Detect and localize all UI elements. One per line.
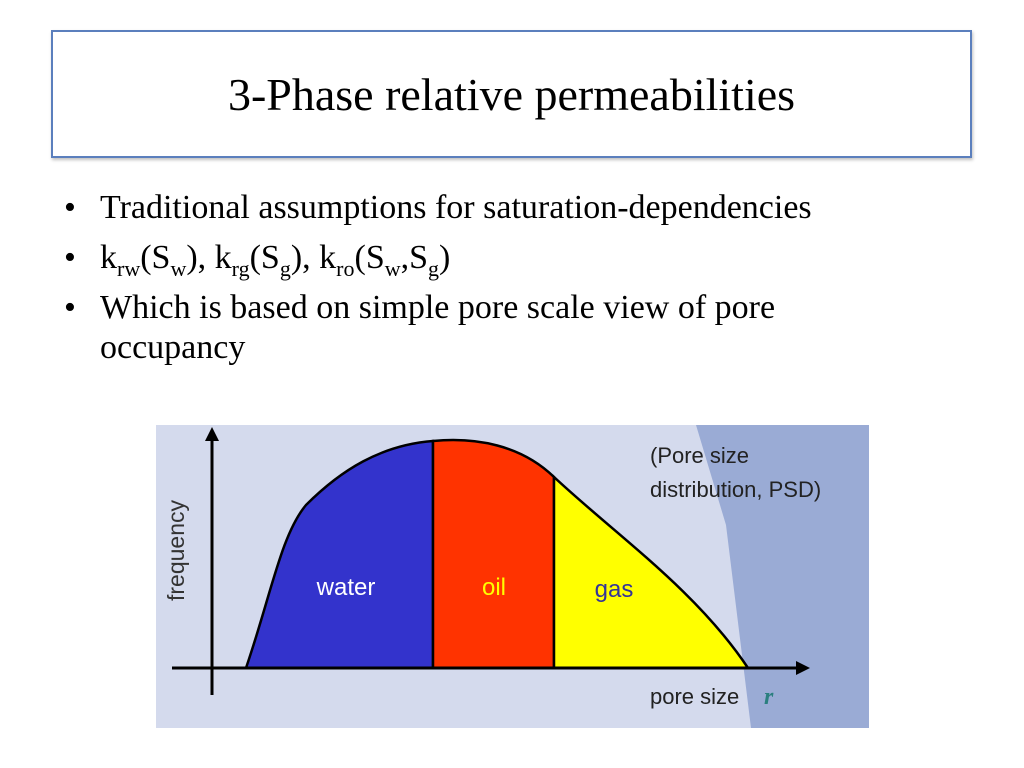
bullet-dot: • <box>64 289 76 326</box>
y-axis-label: frequency <box>163 499 189 601</box>
x-axis-symbol: r <box>764 684 774 710</box>
bullet-dot: • <box>64 239 76 276</box>
k-rw-symbol: k <box>100 239 117 276</box>
k-rw-subscript: rw <box>117 256 141 281</box>
water-label: water <box>316 574 376 601</box>
oil-region <box>433 440 554 668</box>
slide-title: 3-Phase relative permeabilities <box>227 68 796 120</box>
sw-subscript: w <box>384 256 401 281</box>
paren-close: ), <box>290 239 320 276</box>
bullet-item-1 <box>64 188 964 228</box>
comma-s: ,S <box>400 239 429 276</box>
psd-label-line1: (Pore size <box>650 443 750 468</box>
sg-subscript: g <box>428 256 440 281</box>
sw-subscript: w <box>170 256 187 281</box>
psd-figure <box>156 425 869 728</box>
paren-open: (S <box>249 239 280 276</box>
bullet-text-line2: occupancy <box>100 329 246 366</box>
bullet-text: Traditional assumptions for saturation-dependencies <box>100 189 812 226</box>
bullet-dot: • <box>64 189 76 226</box>
paren-open: (S <box>140 239 171 276</box>
title-box <box>51 30 972 158</box>
psd-label-line2: distribution, PSD) <box>650 477 822 502</box>
x-axis-label: pore size <box>650 684 740 709</box>
paren-close: ), <box>186 239 215 276</box>
bullet-list <box>64 188 964 378</box>
paren-close: ) <box>439 239 451 276</box>
paren-open: (S <box>354 239 385 276</box>
k-ro-subscript: ro <box>336 256 355 281</box>
sg-subscript: g <box>279 256 291 281</box>
bullet-item-2 <box>64 238 964 281</box>
k-rg-symbol: k <box>214 239 232 276</box>
psd-diagram <box>156 425 869 728</box>
k-ro-symbol: k <box>319 239 337 276</box>
bullet-item-3 <box>64 288 964 368</box>
bullet-text-line1: Which is based on simple pore scale view of pore <box>100 289 776 326</box>
oil-label: oil <box>481 574 507 601</box>
gas-label: gas <box>594 576 634 603</box>
k-rg-subscript: rg <box>231 256 250 281</box>
